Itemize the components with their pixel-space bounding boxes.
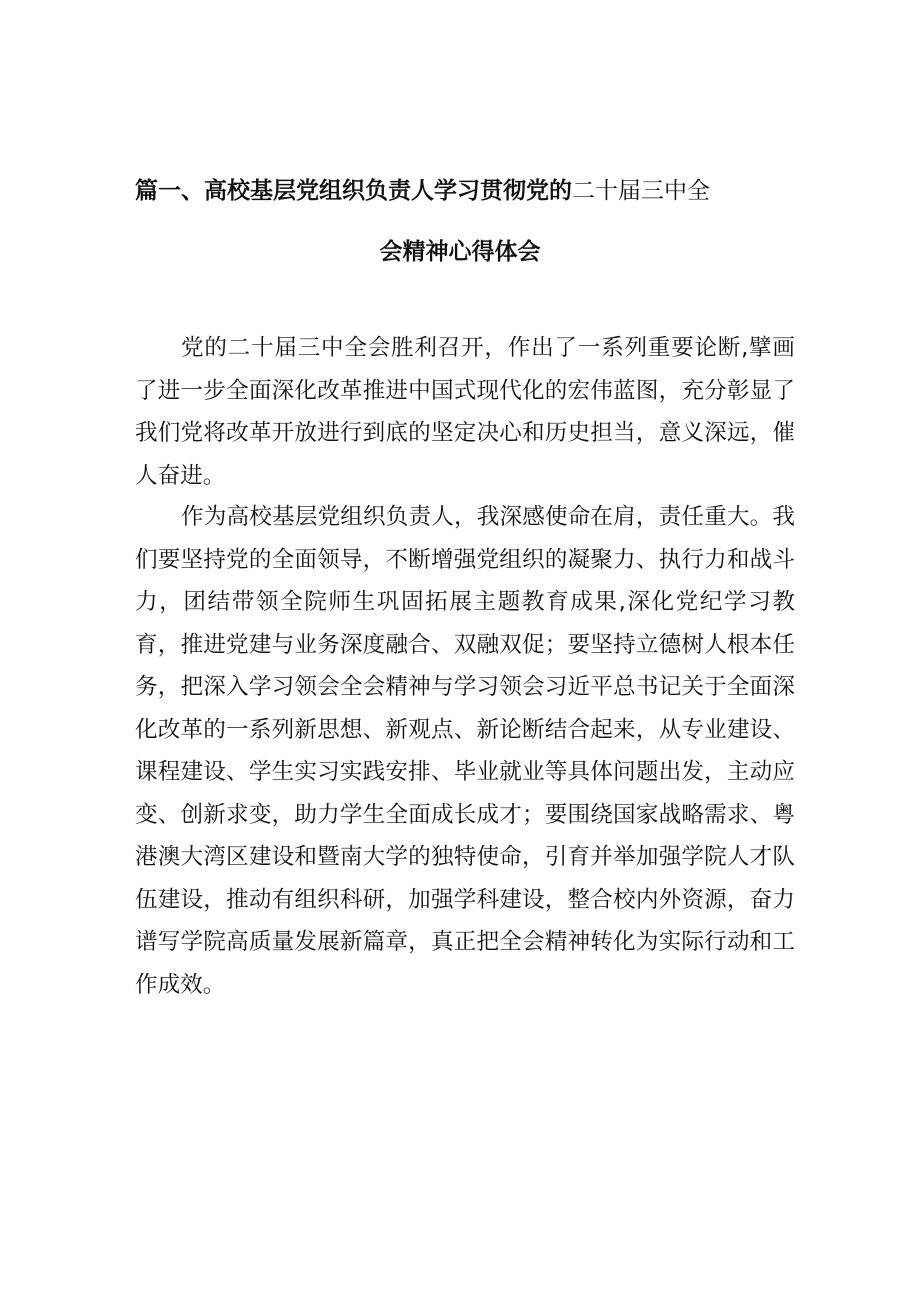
body-paragraph-1: 党的二十届三中全会胜利召开，作出了一系列重要论断,擘画了进一步全面深化改革推进中国式现代化的宏伟蓝图，充分彰显了我们党将改革开放进行到底的坚定决心和历史担当，意义深远，催人奋进。 (135, 335, 795, 489)
document-title-line-2: 会精神心得体会 (379, 239, 541, 265)
document-title-bold: 篇一、高校基层党组织负责人学习贯彻党的 (135, 178, 572, 204)
document-title-line-1 (135, 172, 710, 205)
document-title-normal: 二十届三中全 (572, 178, 710, 204)
body-paragraph-2: 作为高校基层党组织负责人，我深感使命在肩，责任重大。我们要坚持党的全面领导，不断增强党组织的凝聚力、执行力和战斗力，团结带领全院师生巩固拓展主题教育成果,深化党纪学习教育，推进党建与业务深度融合、双融双促；要坚持立德树人根本任务，把深入学习领会全会精神与学习领会习近平总书记关于全面深化改革的一系列新思想、新观点、新论断结合起来，从专业建设、课程建设、学生实习实践安排、毕业就业等具体问题出发，主动应变、创新求变，助力学生全面成长成才；要围绕国家战略需求、粤港澳大湾区建设和暨南大学的独特使命，引育并举加强学院人才队伍建设，推动有组织科研，加强学科建设，整合校内外资源，奋力谱写学院高质量发展新篇章，真正把全会精神转化为实际行动和工作成效。 (135, 504, 795, 998)
